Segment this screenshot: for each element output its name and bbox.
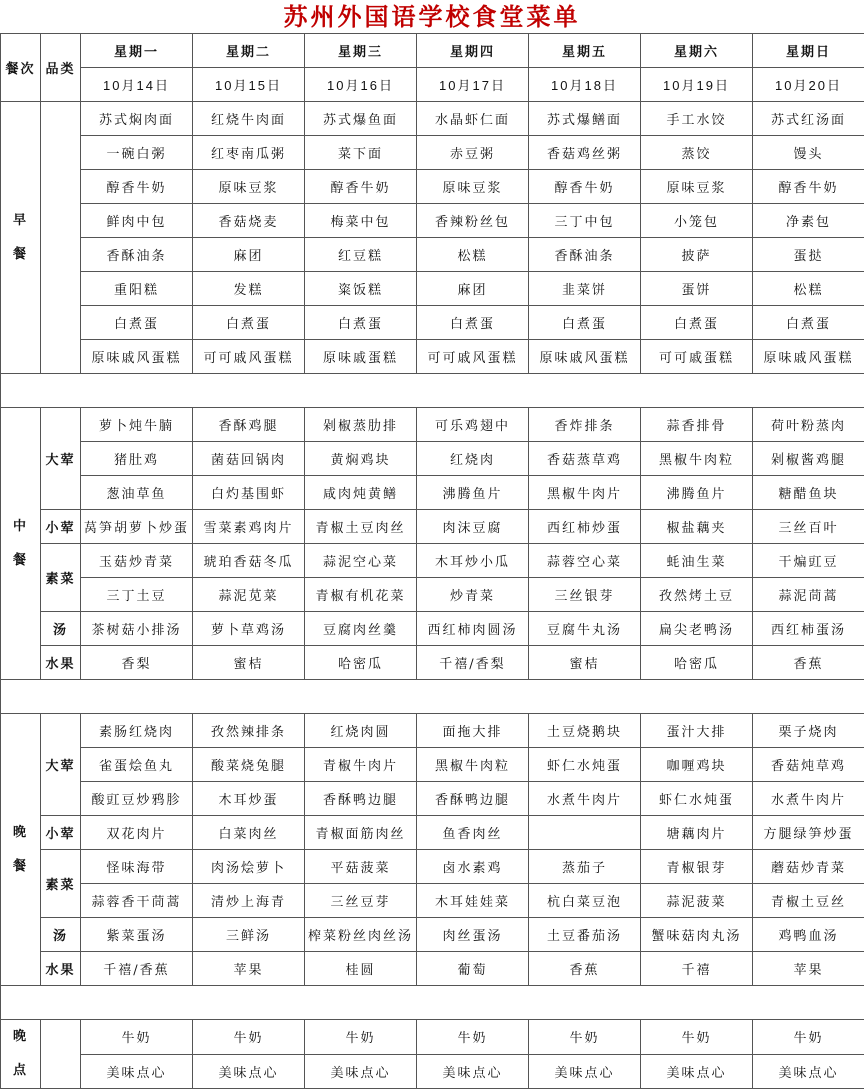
menu-item: 美味点心	[81, 1054, 193, 1089]
dinner-category-small_meat: 小荤	[41, 816, 81, 850]
menu-item: 咖喱鸡块	[641, 748, 753, 782]
lunch-row	[1, 646, 864, 680]
menu-item: 红烧肉	[417, 442, 529, 476]
meal-label-char: 餐	[1, 238, 40, 272]
menu-item: 卤水素鸡	[417, 850, 529, 884]
lunch-category-small_meat: 小荤	[41, 510, 81, 544]
menu-item: 咸肉炖黄鳝	[305, 476, 417, 510]
meal-label-char: 晚	[1, 816, 40, 850]
menu-item: 香酥鸭边腿	[417, 782, 529, 816]
menu-item: 蜜桔	[529, 646, 641, 680]
dinner-row	[1, 714, 864, 748]
separator-row	[1, 680, 864, 714]
menu-item: 塘藕肉片	[641, 816, 753, 850]
menu-item: 三丝豆芽	[305, 884, 417, 918]
menu-item: 莴笋胡萝卜炒蛋	[81, 510, 193, 544]
menu-item: 糖醋鱼块	[753, 476, 864, 510]
day-header: 星期三	[305, 34, 417, 68]
menu-item: 黑椒牛肉粒	[641, 442, 753, 476]
menu-item: 蘑菇炒青菜	[753, 850, 864, 884]
menu-item: 青椒银芽	[641, 850, 753, 884]
menu-item: 麻团	[193, 238, 305, 272]
day-header: 星期日	[753, 34, 864, 68]
day-header: 星期四	[417, 34, 529, 68]
menu-item: 醇香牛奶	[305, 170, 417, 204]
menu-item: 千禧	[641, 952, 753, 986]
menu-item: 黄焖鸡块	[305, 442, 417, 476]
menu-item: 青椒牛肉片	[305, 748, 417, 782]
day-header: 星期二	[193, 34, 305, 68]
dinner-meal-label	[1, 714, 41, 986]
menu-item: 西红柿蛋汤	[753, 612, 864, 646]
menu-item: 醇香牛奶	[81, 170, 193, 204]
menu-item: 栗子烧肉	[753, 714, 864, 748]
menu-item: 荷叶粉蒸肉	[753, 408, 864, 442]
menu-item: 双花肉片	[81, 816, 193, 850]
menu-item: 剁椒蒸肋排	[305, 408, 417, 442]
lunch-row	[1, 442, 864, 476]
menu-item: 青椒土豆丝	[753, 884, 864, 918]
menu-item: 香辣粉丝包	[417, 204, 529, 238]
menu-item: 苹果	[193, 952, 305, 986]
menu-item: 炒青菜	[417, 578, 529, 612]
menu-item: 手工水饺	[641, 102, 753, 136]
menu-item: 一碗白粥	[81, 136, 193, 170]
menu-item: 方腿绿笋炒蛋	[753, 816, 864, 850]
menu-item: 可可戚蛋糕	[641, 340, 753, 374]
lunch-category-big_meat: 大荤	[41, 408, 81, 510]
lunch-row	[1, 408, 864, 442]
menu-item: 青椒有机花菜	[305, 578, 417, 612]
menu-item: 千禧/香蕉	[81, 952, 193, 986]
menu-item: 香酥油条	[529, 238, 641, 272]
menu-item: 三丝银芽	[529, 578, 641, 612]
menu-item: 萝卜炖牛腩	[81, 408, 193, 442]
meal-header: 餐次	[1, 34, 41, 102]
section-separator	[1, 986, 864, 1020]
menu-item: 原味豆浆	[417, 170, 529, 204]
menu-item: 牛奶	[193, 1020, 305, 1055]
menu-item: 蒸饺	[641, 136, 753, 170]
menu-item: 三丁中包	[529, 204, 641, 238]
date-header: 10月14日	[81, 68, 193, 102]
menu-item: 水煮牛肉片	[529, 782, 641, 816]
breakfast-row	[1, 272, 864, 306]
menu-item: 苏式焖肉面	[81, 102, 193, 136]
menu-item: 原味豆浆	[193, 170, 305, 204]
menu-item: 蛋饼	[641, 272, 753, 306]
menu-item: 香梨	[81, 646, 193, 680]
dinner-row	[1, 748, 864, 782]
menu-item: 白煮蛋	[529, 306, 641, 340]
menu-item: 肉丝蛋汤	[417, 918, 529, 952]
meal-label-char: 中	[1, 510, 40, 544]
lunch-row	[1, 476, 864, 510]
menu-item: 牛奶	[529, 1020, 641, 1055]
lunch-row	[1, 544, 864, 578]
menu-item: 西红柿肉圆汤	[417, 612, 529, 646]
snack-meal-label	[1, 1020, 41, 1089]
menu-item: 麻团	[417, 272, 529, 306]
menu-item: 虾仁水炖蛋	[529, 748, 641, 782]
meal-label-char: 点	[1, 1054, 40, 1088]
menu-item: 孜然烤土豆	[641, 578, 753, 612]
menu-item: 素肠红烧肉	[81, 714, 193, 748]
menu-item: 青椒土豆肉丝	[305, 510, 417, 544]
menu-item: 椒盐藕夹	[641, 510, 753, 544]
menu-item: 千禧/香梨	[417, 646, 529, 680]
menu-item	[529, 816, 641, 850]
menu-item: 红豆糕	[305, 238, 417, 272]
menu-table	[0, 33, 864, 1089]
menu-item: 肉汤烩萝卜	[193, 850, 305, 884]
dinner-category-soup: 汤	[41, 918, 81, 952]
menu-item: 苏式爆鱼面	[305, 102, 417, 136]
breakfast-row	[1, 136, 864, 170]
menu-item: 美味点心	[529, 1054, 641, 1089]
menu-item: 香酥鸭边腿	[305, 782, 417, 816]
menu-item: 木耳炒小瓜	[417, 544, 529, 578]
menu-item: 白煮蛋	[81, 306, 193, 340]
menu-item: 哈密瓜	[641, 646, 753, 680]
day-header: 星期六	[641, 34, 753, 68]
menu-item: 发糕	[193, 272, 305, 306]
menu-item: 原味豆浆	[641, 170, 753, 204]
menu-item: 红烧牛肉面	[193, 102, 305, 136]
menu-item: 琥珀香菇冬瓜	[193, 544, 305, 578]
menu-item: 肉沫豆腐	[417, 510, 529, 544]
date-header: 10月17日	[417, 68, 529, 102]
header-days-row	[1, 34, 864, 68]
menu-item: 香酥鸡腿	[193, 408, 305, 442]
menu-item: 蒸茄子	[529, 850, 641, 884]
menu-item: 葡萄	[417, 952, 529, 986]
breakfast-row	[1, 204, 864, 238]
menu-item: 杭白菜豆泡	[529, 884, 641, 918]
menu-item: 土豆烧鹅块	[529, 714, 641, 748]
menu-item: 榨菜粉丝肉丝汤	[305, 918, 417, 952]
menu-item: 白菜肉丝	[193, 816, 305, 850]
menu-item: 红烧肉圆	[305, 714, 417, 748]
menu-item: 苹果	[753, 952, 864, 986]
menu-item: 三丁土豆	[81, 578, 193, 612]
menu-item: 蒜泥茼蒿	[753, 578, 864, 612]
menu-item: 蚝油生菜	[641, 544, 753, 578]
menu-item: 可可戚风蛋糕	[417, 340, 529, 374]
menu-item: 雀蛋烩鱼丸	[81, 748, 193, 782]
menu-item: 牛奶	[417, 1020, 529, 1055]
menu-item: 沸腾鱼片	[417, 476, 529, 510]
date-header: 10月16日	[305, 68, 417, 102]
menu-item: 蟹味菇肉丸汤	[641, 918, 753, 952]
separator-row	[1, 374, 864, 408]
menu-item: 美味点心	[641, 1054, 753, 1089]
breakfast-row	[1, 170, 864, 204]
dinner-row	[1, 782, 864, 816]
menu-item: 松糕	[417, 238, 529, 272]
lunch-category-veg: 素菜	[41, 544, 81, 612]
lunch-row	[1, 612, 864, 646]
menu-item: 蒜蓉空心菜	[529, 544, 641, 578]
menu-item: 蒜泥空心菜	[305, 544, 417, 578]
breakfast-row	[1, 102, 864, 136]
menu-item: 可可戚风蛋糕	[193, 340, 305, 374]
date-header: 10月19日	[641, 68, 753, 102]
menu-item: 蒜泥苋菜	[193, 578, 305, 612]
menu-item: 扁尖老鸭汤	[641, 612, 753, 646]
menu-item: 原味戚风蛋糕	[529, 340, 641, 374]
menu-item: 香菇鸡丝粥	[529, 136, 641, 170]
menu-item: 鲜肉中包	[81, 204, 193, 238]
menu-item: 蛋汁大排	[641, 714, 753, 748]
menu-item: 孜然辣排条	[193, 714, 305, 748]
menu-item: 馒头	[753, 136, 864, 170]
menu-item: 桂圆	[305, 952, 417, 986]
menu-item: 木耳炒蛋	[193, 782, 305, 816]
section-separator	[1, 680, 864, 714]
lunch-row	[1, 510, 864, 544]
menu-item: 紫菜蛋汤	[81, 918, 193, 952]
menu-item: 鱼香肉丝	[417, 816, 529, 850]
menu-item: 茶树菇小排汤	[81, 612, 193, 646]
meal-label-char: 餐	[1, 544, 40, 578]
menu-item: 黑椒牛肉片	[529, 476, 641, 510]
menu-item: 苏式红汤面	[753, 102, 864, 136]
menu-item: 白灼基围虾	[193, 476, 305, 510]
menu-item: 牛奶	[305, 1020, 417, 1055]
menu-item: 醇香牛奶	[753, 170, 864, 204]
menu-item: 三丝百叶	[753, 510, 864, 544]
menu-item: 松糕	[753, 272, 864, 306]
menu-item: 韭菜饼	[529, 272, 641, 306]
menu-item: 土豆番茄汤	[529, 918, 641, 952]
dinner-category-big_meat: 大荤	[41, 714, 81, 816]
menu-item: 红枣南瓜粥	[193, 136, 305, 170]
menu-item: 粢饭糕	[305, 272, 417, 306]
snack-category	[41, 1020, 81, 1089]
menu-item: 三鲜汤	[193, 918, 305, 952]
date-header: 10月18日	[529, 68, 641, 102]
breakfast-category	[41, 102, 81, 374]
section-separator	[1, 374, 864, 408]
dinner-row	[1, 884, 864, 918]
menu-item: 菜下面	[305, 136, 417, 170]
menu-item: 西红柿炒蛋	[529, 510, 641, 544]
menu-item: 酸菜烧兔腿	[193, 748, 305, 782]
menu-item: 白煮蛋	[753, 306, 864, 340]
menu-item: 白煮蛋	[417, 306, 529, 340]
date-header: 10月15日	[193, 68, 305, 102]
menu-item: 蒜泥菠菜	[641, 884, 753, 918]
day-header: 星期一	[81, 34, 193, 68]
menu-item: 牛奶	[81, 1020, 193, 1055]
menu-item: 可乐鸡翅中	[417, 408, 529, 442]
day-header: 星期五	[529, 34, 641, 68]
menu-item: 苏式爆鳝面	[529, 102, 641, 136]
menu-item: 蒜香排骨	[641, 408, 753, 442]
menu-item: 小笼包	[641, 204, 753, 238]
menu-item: 美味点心	[193, 1054, 305, 1089]
menu-item: 原味戚风蛋糕	[753, 340, 864, 374]
menu-item: 虾仁水炖蛋	[641, 782, 753, 816]
menu-item: 黑椒牛肉粒	[417, 748, 529, 782]
menu-item: 牛奶	[753, 1020, 864, 1055]
menu-item: 酸豇豆炒鸦胗	[81, 782, 193, 816]
menu-item: 醇香牛奶	[529, 170, 641, 204]
breakfast-row	[1, 306, 864, 340]
lunch-row	[1, 578, 864, 612]
meal-label-char: 餐	[1, 850, 40, 884]
menu-item: 赤豆粥	[417, 136, 529, 170]
menu-item: 披萨	[641, 238, 753, 272]
menu-item: 青椒面筋肉丝	[305, 816, 417, 850]
menu-item: 香酥油条	[81, 238, 193, 272]
menu-item: 蛋挞	[753, 238, 864, 272]
menu-item: 水晶虾仁面	[417, 102, 529, 136]
menu-item: 豆腐牛丸汤	[529, 612, 641, 646]
menu-item: 鸡鸭血汤	[753, 918, 864, 952]
menu-item: 白煮蛋	[305, 306, 417, 340]
menu-item: 原味戚风蛋糕	[81, 340, 193, 374]
menu-item: 蜜桔	[193, 646, 305, 680]
menu-item: 香菇烧麦	[193, 204, 305, 238]
dinner-row	[1, 952, 864, 986]
dinner-row	[1, 850, 864, 884]
meal-label-char: 早	[1, 204, 40, 238]
menu-item: 面拖大排	[417, 714, 529, 748]
meal-label-char: 晚	[1, 1020, 40, 1054]
menu-item: 重阳糕	[81, 272, 193, 306]
menu-item: 猪肚鸡	[81, 442, 193, 476]
breakfast-row	[1, 340, 864, 374]
menu-item: 香蕉	[529, 952, 641, 986]
menu-item: 香菇蒸草鸡	[529, 442, 641, 476]
menu-item: 木耳娃娃菜	[417, 884, 529, 918]
lunch-category-soup: 汤	[41, 612, 81, 646]
dinner-category-fruit: 水果	[41, 952, 81, 986]
menu-item: 平菇菠菜	[305, 850, 417, 884]
menu-title: 苏州外国语学校食堂菜单	[0, 0, 864, 33]
menu-item: 蒜蓉香干茼蒿	[81, 884, 193, 918]
menu-item: 牛奶	[641, 1020, 753, 1055]
menu-item: 原味戚蛋糕	[305, 340, 417, 374]
lunch-meal-label	[1, 408, 41, 680]
menu-item: 怪味海带	[81, 850, 193, 884]
menu-item: 净素包	[753, 204, 864, 238]
lunch-category-fruit: 水果	[41, 646, 81, 680]
menu-item: 菌菇回锅肉	[193, 442, 305, 476]
breakfast-meal-label	[1, 102, 41, 374]
menu-item: 香炸排条	[529, 408, 641, 442]
snack-row	[1, 1054, 864, 1089]
dinner-row	[1, 816, 864, 850]
menu-item: 清炒上海青	[193, 884, 305, 918]
menu-item: 香蕉	[753, 646, 864, 680]
menu-item: 美味点心	[753, 1054, 864, 1089]
menu-item: 干煸豇豆	[753, 544, 864, 578]
menu-item: 雪菜素鸡肉片	[193, 510, 305, 544]
menu-item: 水煮牛肉片	[753, 782, 864, 816]
menu-item: 香菇炖草鸡	[753, 748, 864, 782]
menu-item: 白煮蛋	[641, 306, 753, 340]
menu-item: 梅菜中包	[305, 204, 417, 238]
category-header: 品类	[41, 34, 81, 102]
menu-item: 美味点心	[417, 1054, 529, 1089]
menu-item: 哈密瓜	[305, 646, 417, 680]
menu-item: 剁椒酱鸡腿	[753, 442, 864, 476]
menu-item: 白煮蛋	[193, 306, 305, 340]
dinner-row	[1, 918, 864, 952]
separator-row	[1, 986, 864, 1020]
date-header: 10月20日	[753, 68, 864, 102]
header-dates-row	[1, 68, 864, 102]
menu-item: 葱油草鱼	[81, 476, 193, 510]
menu-item: 豆腐肉丝羹	[305, 612, 417, 646]
menu-item: 沸腾鱼片	[641, 476, 753, 510]
menu-item: 萝卜草鸡汤	[193, 612, 305, 646]
menu-item: 美味点心	[305, 1054, 417, 1089]
menu-item: 玉菇炒青菜	[81, 544, 193, 578]
breakfast-row	[1, 238, 864, 272]
dinner-category-veg: 素菜	[41, 850, 81, 918]
